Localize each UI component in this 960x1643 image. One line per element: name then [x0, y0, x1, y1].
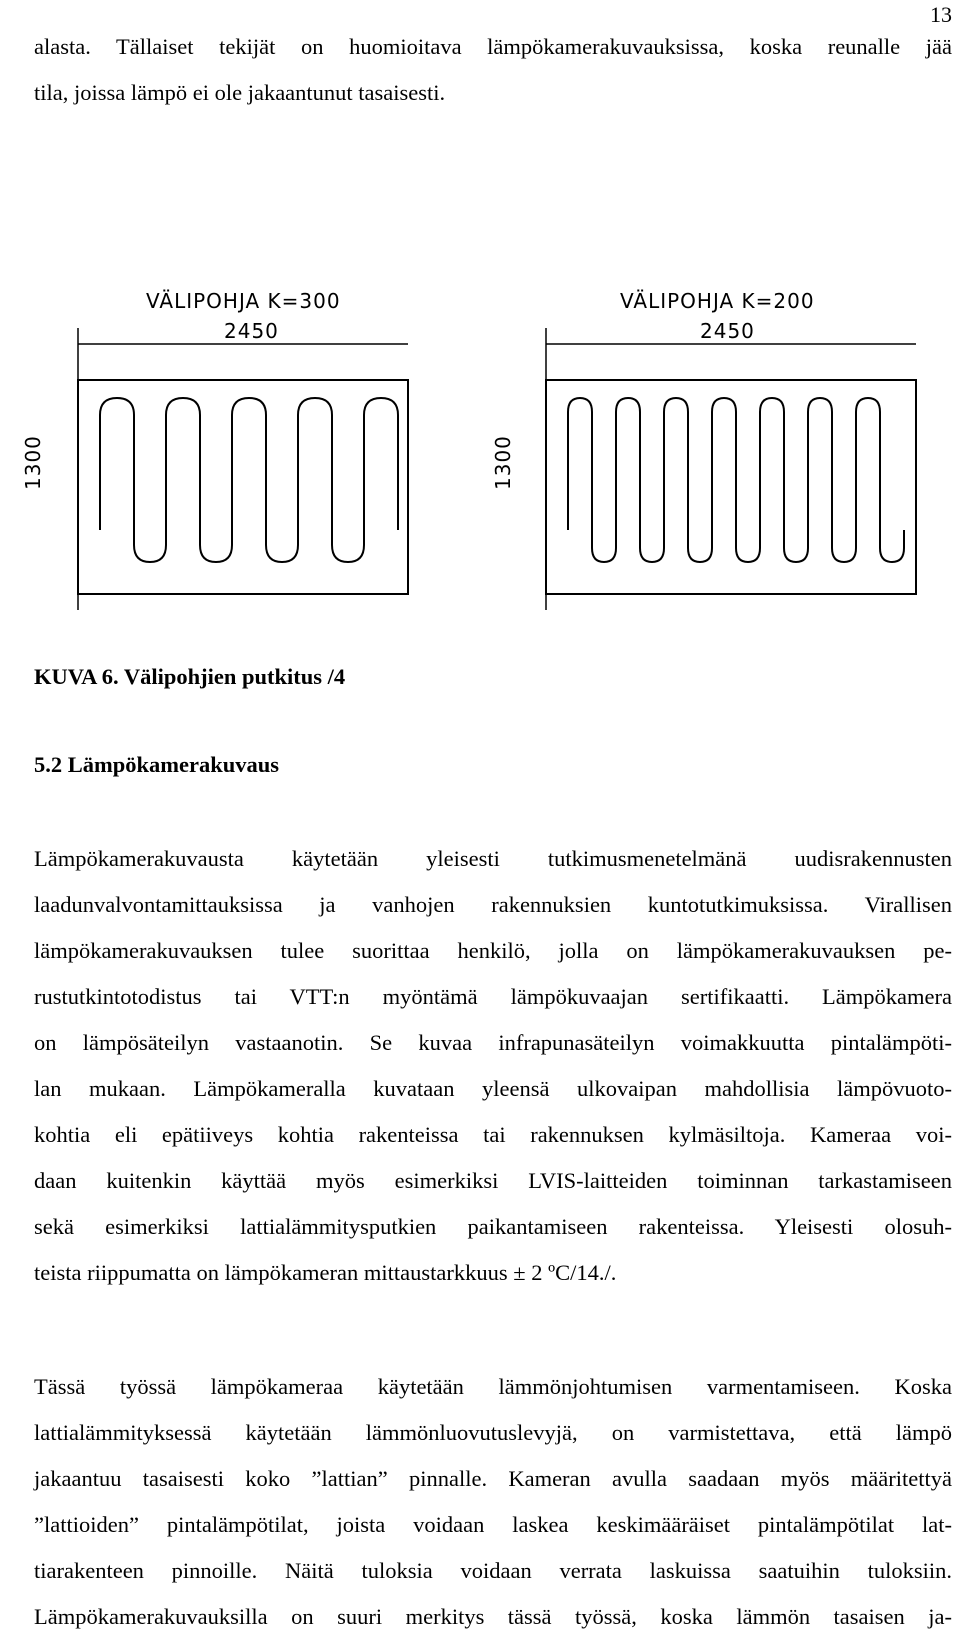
- text-line: laadunvalvontamittauksissa ja vanhojen rakennuksien kuntotutkimuksissa. Virallisen: [34, 892, 952, 917]
- text-line: lämpökamerakuvauksen tulee suorittaa henkilö, jolla on lämpökamerakuvauksen pe-: [34, 938, 952, 963]
- left-floor-outline: [78, 380, 408, 594]
- left-height-dimension: 1300: [21, 435, 45, 490]
- right-heating-pipe-loop: [568, 398, 904, 562]
- text-line: ”lattioiden” pintalämpötilat, joista voidaan laskea keskimääräiset pintalämpötilat lat-: [34, 1512, 952, 1537]
- body-paragraph-2: [34, 1364, 952, 1640]
- text-line: jakaantuu tasaisesti koko ”lattian” pinnalle. Kameran avulla saadaan myös määritettyä: [34, 1466, 952, 1491]
- piping-drawing: [0, 280, 960, 630]
- text-line: lan mukaan. Lämpökameralla kuvataan yleensä ulkovaipan mahdollisia lämpövuoto-: [34, 1076, 952, 1101]
- text-line: kohtia eli epätiiveys kohtia rakenteissa tai rakennuksen kylmäsiltoja. Kameraa voi-: [34, 1122, 952, 1147]
- text-line: teista riippumatta on lämpökameran mittaustarkkuus ± 2 ºC/14./.: [34, 1260, 617, 1285]
- right-height-dimension: 1300: [491, 435, 515, 490]
- left-heating-pipe-loop: [100, 398, 398, 562]
- text-line: lattialämmityksessä käytetään lämmönluovutuslevyjä, on varmistettava, että lämpö: [34, 1420, 952, 1445]
- intro-paragraph: [34, 24, 952, 116]
- figure-caption: KUVA 6. Välipohjien putkitus /4: [34, 664, 346, 689]
- text-line: on lämpösäteilyn vastaanotin. Se kuvaa infrapunasäteilyn voimakkuutta pintalämpöti-: [34, 1030, 952, 1055]
- text-line: tiarakenteen pinnoille. Näitä tuloksia voidaan verrata laskuissa saatuihin tuloksiin.: [34, 1558, 952, 1583]
- text-line: tila, joissa lämpö ei ole jakaantunut tasaisesti.: [34, 80, 446, 105]
- floor-piping-figure: [0, 280, 960, 630]
- text-line: Lämpökamerakuvauksilla on suuri merkitys tässä työssä, koska lämmön tasaisen ja-: [34, 1604, 952, 1629]
- section-heading: 5.2 Lämpökamerakuvaus: [34, 752, 280, 777]
- text-line: alasta. Tällaiset tekijät on huomioitava lämpökamerakuvauksissa, koska reunalle jää: [34, 34, 952, 59]
- left-panel-title: VÄLIPOHJA K=300: [146, 289, 341, 313]
- text-line: sekä esimerkiksi lattialämmitysputkien paikantamiseen rakenteissa. Yleisesti olosuh-: [34, 1214, 952, 1239]
- text-line: Tässä työssä lämpökameraa käytetään lämmönjohtumisen varmentamiseen. Koska: [34, 1374, 952, 1399]
- text-line: rustutkintotodistus tai VTT:n myöntämä lämpökuvaajan sertifikaatti. Lämpökamera: [34, 984, 952, 1009]
- left-width-dimension: 2450: [224, 319, 279, 343]
- right-panel-title: VÄLIPOHJA K=200: [620, 289, 815, 313]
- right-width-dimension: 2450: [700, 319, 755, 343]
- page-number: 13: [930, 2, 952, 27]
- text-line: Lämpökamerakuvausta käytetään yleisesti tutkimusmenetelmänä uudisrakennusten: [34, 846, 952, 871]
- body-paragraph-1: [34, 836, 952, 1296]
- text-line: daan kuitenkin käyttää myös esimerkiksi LVIS-laitteiden toiminnan tarkastamiseen: [34, 1168, 952, 1193]
